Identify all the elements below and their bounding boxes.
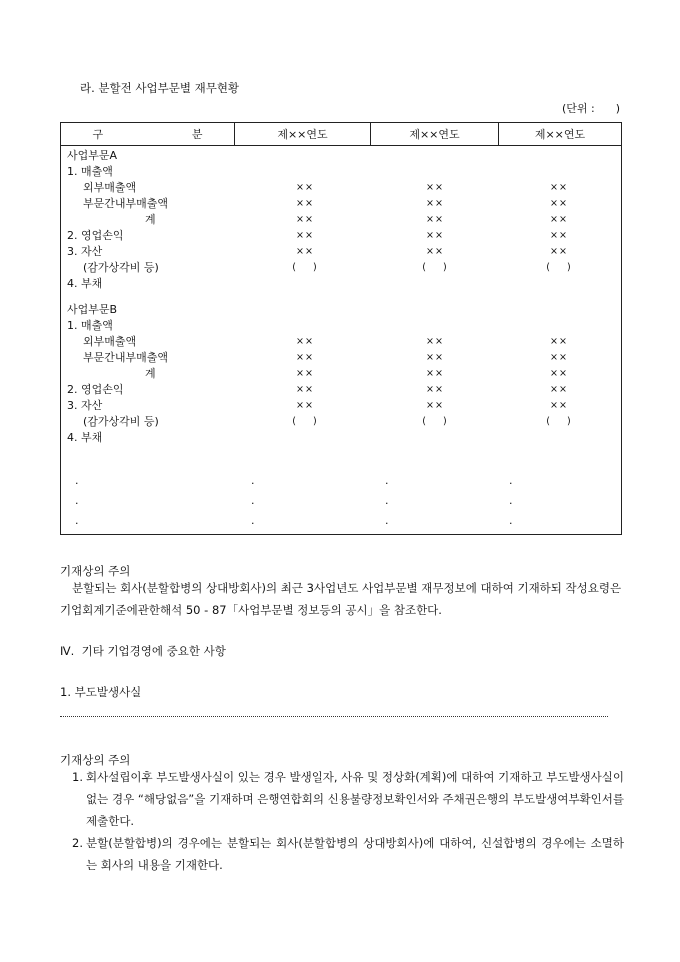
table-row: [61, 244, 621, 260]
row-value: ××: [296, 336, 314, 347]
table-body: [61, 146, 622, 535]
financial-table: [60, 122, 622, 535]
note-item-1: 1. 회사설립이후 부도발생사실이 있는 경우 발생일자, 사유 및 정상화(계획)에 대하여 기재하고 부도발생사실이 없는 경우 “해당없음”을 기재하며 은행연합회의 신용불량정보확인서와 주채권은행의 부도발생여부확인서를 제출한다.: [72, 770, 624, 828]
table-row: [61, 260, 621, 276]
row-value: ××: [550, 384, 568, 395]
table-row: [61, 228, 621, 244]
table-row: [61, 382, 621, 398]
notes-heading-1: 기재상의 주의: [60, 564, 131, 578]
row-value: ( ): [422, 262, 448, 273]
ellipsis-dot: .: [75, 514, 79, 527]
segment-title: 사업부문B: [67, 303, 118, 316]
row-label: 2. 영업손익: [67, 383, 124, 396]
table-row: [61, 350, 621, 366]
table-row: [61, 366, 621, 382]
row-label: 외부매출액: [83, 335, 137, 348]
ellipsis-dot: .: [509, 474, 513, 487]
row-value: ××: [296, 214, 314, 225]
row-value: ××: [426, 214, 444, 225]
dotted-divider: [60, 716, 608, 717]
table-row: [61, 212, 621, 228]
ellipsis-dot: .: [385, 494, 389, 507]
ellipsis-dot: .: [251, 494, 255, 507]
row-value: ××: [426, 400, 444, 411]
row-label: 2. 영업손익: [67, 229, 124, 242]
notes-heading-2: 기재상의 주의: [60, 753, 131, 767]
row-value: ××: [550, 336, 568, 347]
row-label: 계: [145, 213, 156, 226]
row-label: 1. 매출액: [67, 165, 113, 178]
row-value: ××: [426, 198, 444, 209]
row-label: 4. 부채: [67, 431, 103, 444]
row-value: ××: [426, 246, 444, 257]
row-value: ××: [550, 198, 568, 209]
section-iv-title: Ⅳ. 기타 기업경영에 중요한 사항: [60, 644, 226, 658]
row-label: (감가상각비 등): [83, 415, 159, 428]
row-value: ××: [550, 246, 568, 257]
row-label: (감가상각비 등): [83, 261, 159, 274]
row-value: ××: [296, 368, 314, 379]
header-year-3: 제××연도: [499, 123, 622, 146]
notes-1-text: 분할되는 회사(분할합병의 상대방회사)의 최근 3사업년도 사업부문별 재무정보에 대하여 기재하되 작성요령은 기업회계기준에관한해석 50 - 87「사업부문별 정보등의 공시」을 참조한다.: [60, 581, 622, 617]
row-label: 4. 부채: [67, 277, 103, 290]
row-value: ××: [296, 198, 314, 209]
note-item-2: 2. 분할(분할합병)의 경우에는 분할되는 회사(분할합병의 상대방회사)에 대하여, 신설합병의 경우에는 소멸하는 회사의 내용을 기재한다.: [72, 836, 624, 872]
ellipsis-dot: .: [251, 514, 255, 527]
row-value: ××: [426, 230, 444, 241]
table-header-row: [61, 123, 622, 146]
table-row: [61, 398, 621, 414]
subsection-1-title: 1. 부도발생사실: [60, 685, 142, 699]
ellipsis-dot: .: [251, 474, 255, 487]
row-value: ××: [426, 352, 444, 363]
ellipsis-dot: .: [509, 514, 513, 527]
row-value: ××: [550, 400, 568, 411]
table-row: [61, 430, 621, 446]
row-value: ( ): [546, 416, 572, 427]
header-year-1: 제××연도: [235, 123, 371, 146]
ellipsis-dot: .: [509, 494, 513, 507]
row-value: ××: [296, 352, 314, 363]
row-value: ××: [426, 384, 444, 395]
row-value: ( ): [292, 416, 318, 427]
unit-label: (단위 : ): [561, 102, 620, 115]
row-label: 부문간내부매출액: [83, 197, 169, 210]
row-value: ××: [550, 182, 568, 193]
header-year-2: 제××연도: [371, 123, 499, 146]
row-value: ××: [296, 400, 314, 411]
ellipsis-dot: .: [385, 474, 389, 487]
row-label: 1. 매출액: [67, 319, 113, 332]
row-value: ××: [550, 230, 568, 241]
row-value: ××: [426, 336, 444, 347]
row-value: ( ): [422, 416, 448, 427]
table-row: [61, 276, 621, 292]
table-row: [61, 164, 621, 180]
row-value: ××: [550, 368, 568, 379]
table-row: [61, 414, 621, 430]
row-value: ××: [296, 182, 314, 193]
row-value: ( ): [546, 262, 572, 273]
row-value: ××: [296, 230, 314, 241]
ellipsis-dot: .: [385, 514, 389, 527]
ellipsis-dot: .: [75, 474, 79, 487]
section-title: 라. 분할전 사업부문별 재무현황: [80, 81, 240, 95]
row-value: ××: [296, 246, 314, 257]
row-label: 부문간내부매출액: [83, 351, 169, 364]
row-value: ××: [296, 384, 314, 395]
row-label: 3. 자산: [67, 399, 103, 412]
row-value: ××: [426, 182, 444, 193]
row-value: ××: [550, 214, 568, 225]
header-category: 구 분: [61, 123, 235, 146]
table-row: [61, 180, 621, 196]
row-value: ( ): [292, 262, 318, 273]
table-row: [61, 196, 621, 212]
ellipsis-dot: .: [75, 494, 79, 507]
row-label: 3. 자산: [67, 245, 103, 258]
table-row: [61, 318, 621, 334]
row-value: ××: [550, 352, 568, 363]
row-value: ××: [426, 368, 444, 379]
table-row: [61, 334, 621, 350]
row-label: 계: [145, 367, 156, 380]
segment-title: 사업부문A: [67, 149, 118, 162]
row-label: 외부매출액: [83, 181, 137, 194]
